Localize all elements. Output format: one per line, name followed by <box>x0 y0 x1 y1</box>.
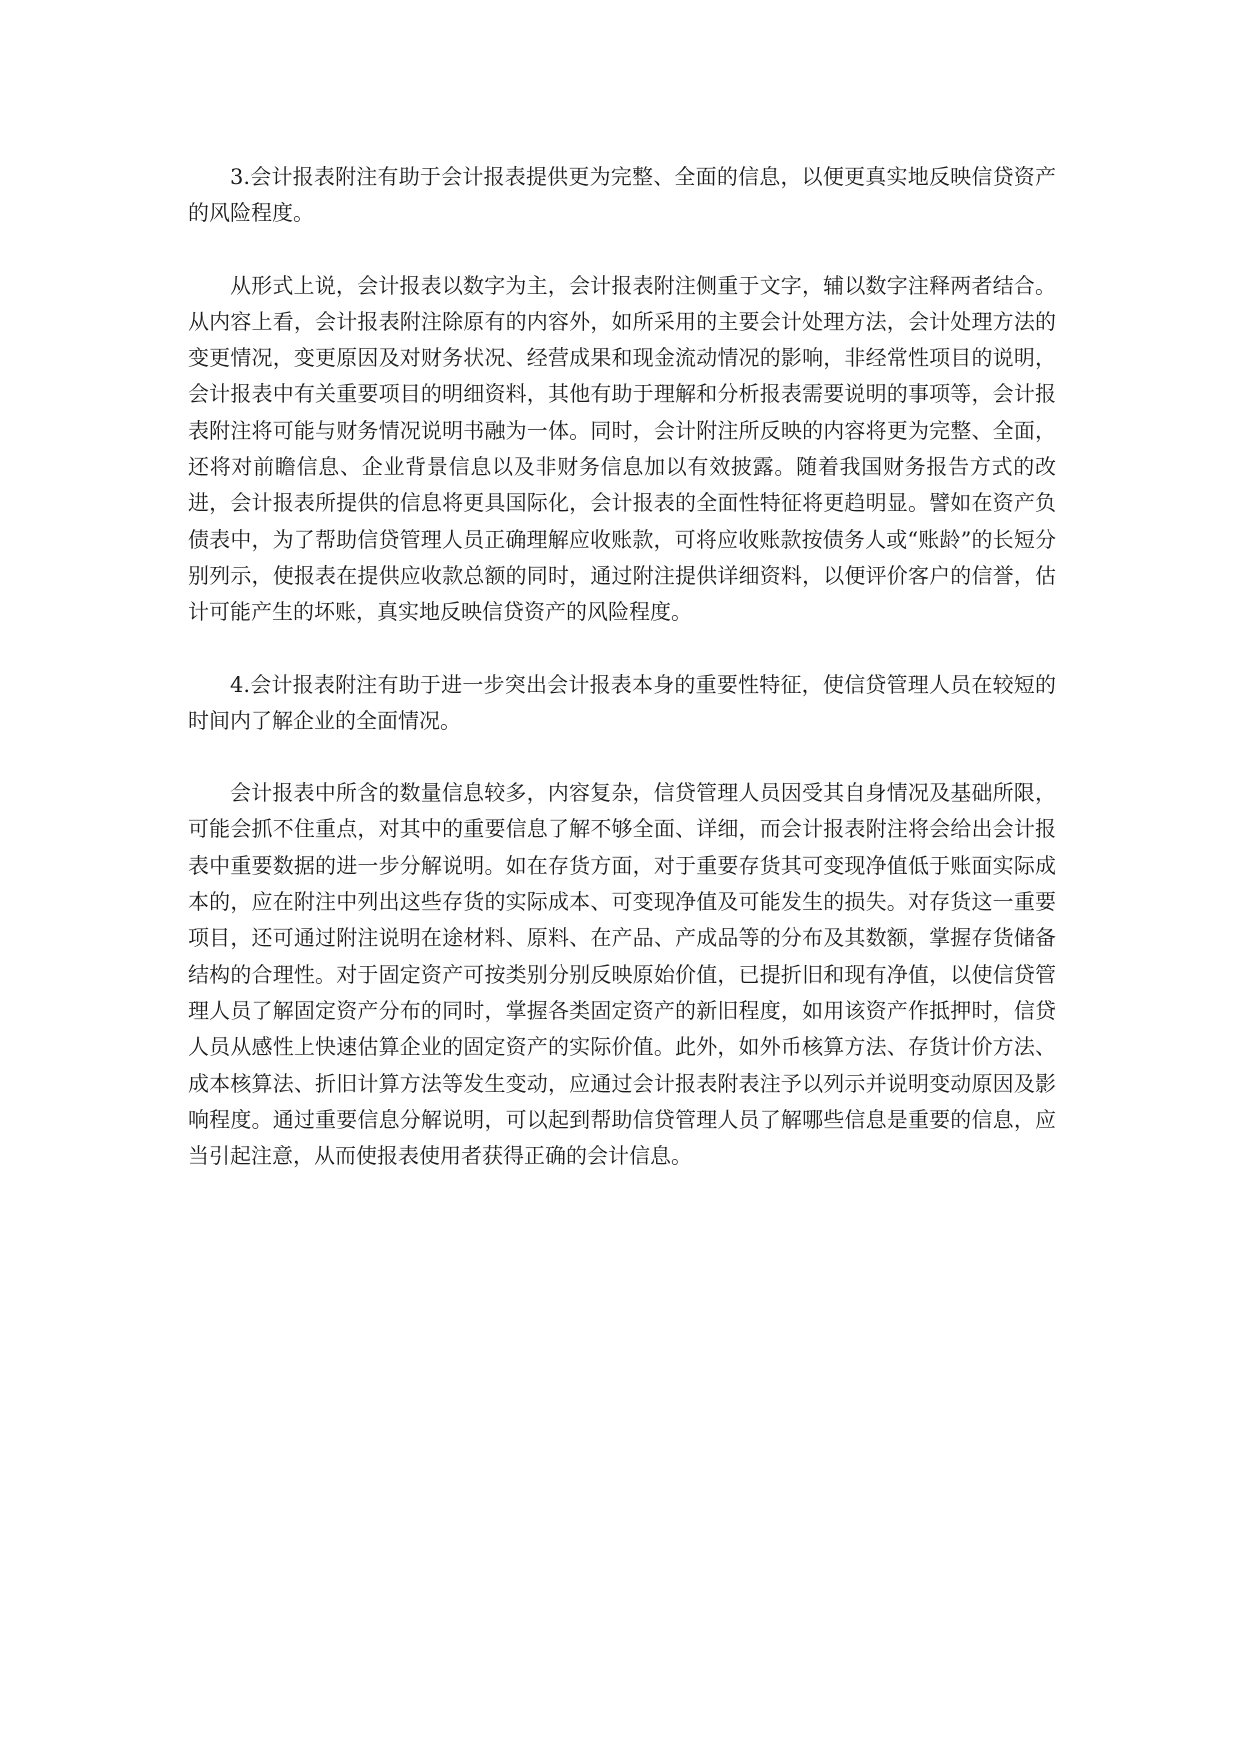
paragraph-point-3: 3.会计报表附注有助于会计报表提供更为完整、全面的信息，以便更真实地反映信贷资产的风险程度。 <box>188 165 1056 226</box>
document-body <box>188 159 1056 1174</box>
paragraph-quantity-information: 会计报表中所含的数量信息较多，内容复杂，信贷管理人员因受其自身情况及基础所限，可能会抓不住重点，对其中的重要信息了解不够全面、详细，而会计报表附注将会给出会计报表中重要数据的进一步分解说明。如在存货方面，对于重要存货其可变现净值低于账面实际成本的，应在附注中列出这些存货的实际成本、可变现净值及可能发生的损失。对存货这一重要项目，还可通过附注说明在途材料、原料、在产品、产成品等的分布及其数额，掌握存货储备结构的合理性。对于固定资产可按类别分别反映原始价值，已提折旧和现有净值，以使信贷管理人员了解固定资产分布的同时，掌握各类固定资产的新旧程度，如用该资产作抵押时，信贷人员从感性上快速估算企业的固定资产的实际价值。此外，如外币核算方法、存货计价方法、成本核算法、折旧计算方法等发生变动，应通过会计报表附表注予以列示并说明变动原因及影响程度。通过重要信息分解说明，可以起到帮助信贷管理人员了解哪些信息是重要的信息，应当引起注意，从而使报表使用者获得正确的会计信息。 <box>188 781 1056 1169</box>
paragraph-form-and-content: 从形式上说，会计报表以数字为主，会计报表附注侧重于文字，辅以数字注释两者结合。从内容上看，会计报表附注除原有的内容外，如所采用的主要会计处理方法，会计处理方法的变更情况，变更原因及对财务状况、经营成果和现金流动情况的影响，非经常性项目的说明，会计报表中有关重要项目的明细资料，其他有助于理解和分析报表需要说明的事项等，会计报表附注将可能与财务情况说明书融为一体。同时，会计附注所反映的内容将更为完整、全面，还将对前瞻信息、企业背景信息以及非财务信息加以有效披露。随着我国财务报告方式的改进，会计报表所提供的信息将更具国际化，会计报表的全面性特征将更趋明显。譬如在资产负债表中，为了帮助信贷管理人员正确理解应收账款，可将应收账款按债务人或“账龄”的长短分别列示，使报表在提供应收款总额的同时，通过附注提供详细资料，以便评价客户的信誉，估计可能产生的坏账，真实地反映信贷资产的风险程度。 <box>188 273 1056 625</box>
paragraph-point-4: 4.会计报表附注有助于进一步突出会计报表本身的重要性特征，使信贷管理人员在较短的时间内了解企业的全面情况。 <box>188 672 1056 733</box>
